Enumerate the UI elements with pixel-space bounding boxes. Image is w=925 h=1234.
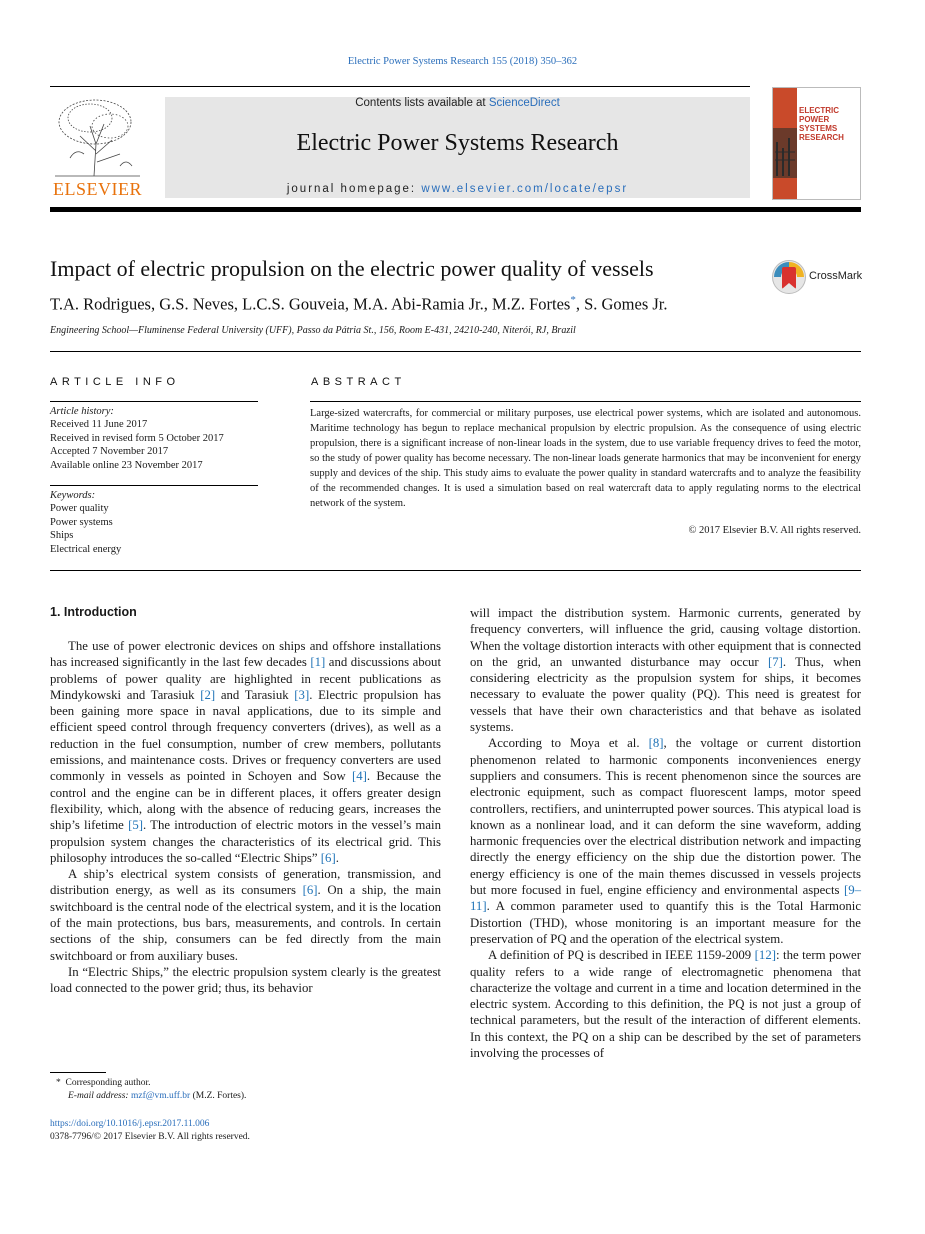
accepted-date: Accepted 7 November 2017 bbox=[50, 446, 169, 458]
article-history bbox=[50, 405, 258, 472]
front-matter-rule bbox=[50, 570, 861, 571]
keyword-item: Power quality bbox=[50, 503, 109, 515]
authors-last: , S. Gomes Jr. bbox=[575, 294, 668, 314]
abstract-label: ABSTRACT bbox=[311, 376, 406, 388]
title-block-rule bbox=[50, 351, 861, 352]
paragraph: According to Moya et al. [8], the voltage or current distortion phenomenon related to harmonic components inconveniences energy suppliers and consumers. This is recent phenomenon since the sources are electronic equipment, such as compact fluorescent lamps, motor speed controllers, rectifiers, and uninterrupted power sources. This atypical load is known as a nonlinear load, and it can deform the sine waveform, adding harmonic frequencies over the electrical distribution network and impacting directly the energy efficiency on the ship due the distortion power. The energy efficiency is one of the main themes discussed in vessels projects but more focused in fuel, engine efficiency and environmental aspects [9–11]. A common parameter used to quantify this is the Total Harmonic Distortion (THD), whose monitoring is an important measure for the preservation of PQ and the operation of the electrical system. bbox=[470, 736, 861, 946]
citation-link[interactable]: [9–11] bbox=[470, 883, 861, 914]
header-thick-rule bbox=[50, 207, 861, 212]
journal-title: Electric Power Systems Research bbox=[296, 130, 619, 156]
citation-link[interactable]: [2] bbox=[200, 687, 216, 702]
citation-link[interactable]: [4] bbox=[352, 769, 367, 784]
crossmark-label: CrossMark bbox=[809, 270, 863, 282]
section-heading: 1. Introduction bbox=[50, 605, 137, 619]
keywords-label: Keywords: bbox=[50, 490, 96, 501]
abstract-copyright: © 2017 Elsevier B.V. All rights reserved. bbox=[688, 525, 861, 536]
elsevier-logo[interactable] bbox=[50, 96, 145, 200]
contents-line bbox=[165, 97, 750, 109]
article-info-label: ARTICLE INFO bbox=[50, 376, 180, 388]
cover-title: ELECTRIC POWER SYSTEMS RESEARCH bbox=[799, 106, 844, 142]
article-title: Impact of electric propulsion on the electric power quality of vessels bbox=[50, 256, 654, 281]
citation-link[interactable]: [12] bbox=[754, 948, 776, 963]
citation-link[interactable]: [7] bbox=[767, 654, 783, 669]
keyword-item: Ships bbox=[50, 530, 74, 542]
citation-link[interactable]: [6] bbox=[302, 883, 318, 898]
header-rule bbox=[50, 86, 750, 87]
email-link[interactable]: mzf@vm.uff.br bbox=[130, 1091, 191, 1101]
journal-cover-thumbnail[interactable] bbox=[772, 87, 861, 200]
revised-date: Received in revised form 5 October 2017 bbox=[50, 432, 224, 444]
crossmark-badge[interactable] bbox=[771, 259, 863, 295]
publisher-name: ELSEVIER bbox=[53, 179, 142, 199]
citation-link[interactable]: [3] bbox=[294, 687, 310, 702]
issn-line: 0378-7796/© 2017 Elsevier B.V. All rights reserved. bbox=[50, 1132, 250, 1142]
citation-link[interactable]: [8] bbox=[648, 736, 664, 751]
author-list bbox=[50, 294, 668, 315]
citation-link[interactable]: [5] bbox=[128, 818, 143, 833]
abstract-text: Large-sized watercrafts, for commercial or military purposes, use electrical power systems, which are isolated and autonomous. Maritime technology has begun to replace mechanical propulsion by electric propulsion. As the consequence of using electric propulsion, there is a significant increase of non-linear loads in the system, due to use variable frequency drives to feed the motor, so the study of power quality has become necessary. The non-linear loads generate harmonics that may be inconvenient for energy supply and devices of the ship. This study aims to evaluate the power quality in standard watercrafts and to analyze the feasibility of the recommended changes. It is used a simulation based on real watercraft data to apply regulating norms to the electrical network of the system. bbox=[310, 408, 861, 509]
footnote-email bbox=[68, 1090, 246, 1103]
email-suffix: (M.Z. Fortes). bbox=[190, 1091, 247, 1101]
corresponding-author-mark[interactable]: * bbox=[570, 294, 576, 306]
abstract-rule bbox=[310, 401, 861, 402]
footnote-mark: * bbox=[56, 1078, 61, 1088]
sciencedirect-link[interactable]: ScienceDirect bbox=[488, 97, 560, 109]
corresponding-label: Corresponding author. bbox=[65, 1078, 151, 1088]
journal-cover-image bbox=[773, 88, 860, 199]
doi-link[interactable]: https://doi.org/10.1016/j.epsr.2017.11.006 bbox=[50, 1119, 210, 1129]
footnote-rule bbox=[50, 1072, 106, 1073]
keywords bbox=[50, 489, 258, 556]
homepage-link[interactable]: www.elsevier.com/locate/epsr bbox=[421, 183, 629, 195]
online-date: Available online 23 November 2017 bbox=[50, 459, 203, 471]
paragraph: In “Electric Ships,” the electric propulsion system clearly is the greatest load connected to the power grid; thus, its behavior bbox=[50, 964, 441, 996]
authors-primary: T.A. Rodrigues, G.S. Neves, L.C.S. Gouveia, M.A. Abi-Ramia Jr., M.Z. Fortes bbox=[50, 294, 571, 314]
received-date: Received 11 June 2017 bbox=[50, 419, 148, 431]
homepage-line bbox=[165, 183, 750, 195]
paragraph: will impact the distribution system. Harmonic currents, generated by frequency converters, will influence the grid, causing voltage distortion. When the voltage distortion interacts with other equipment that is connected on the grid, an unwanted disturbance may occur [7]. Thus, when considering electricity as the propulsion system for ships, it becomes necessary to evaluate the power quality (PQ). This need is greatest for vessels that have their own characteristics and that behave as isolated systems. bbox=[470, 606, 861, 735]
journal-header-box bbox=[165, 97, 750, 198]
paragraph: A ship’s electrical system consists of generation, transmission, and distribution energy, as well as its consumers [6]. On a ship, the main switchboard is the central node of the electrical system, and it is the location of the main protections, bus bars, measurements, and controls. In certain sections of the ship, consumers can be fed directly from the main switchboard or from auxiliary buses. bbox=[50, 867, 441, 963]
contents-prefix: Contents lists available at bbox=[355, 97, 489, 109]
elsevier-tree-icon bbox=[50, 96, 145, 178]
crossmark-icon bbox=[771, 259, 807, 295]
email-label: E-mail address: bbox=[68, 1091, 131, 1101]
journal-citation[interactable]: Electric Power Systems Research 155 (2018) 350–362 bbox=[347, 56, 578, 67]
keywords-rule bbox=[50, 485, 258, 486]
citation-link[interactable]: [6] bbox=[320, 850, 336, 865]
body-column-right bbox=[470, 605, 861, 1061]
paragraph: The use of power electronic devices on ships and offshore installations has increased significantly in the last few decades [1] and discussions about problems of power quality are highlighted in recent publications as Mindykowski and Tarasiuk [2] and Tarasiuk [3]. Electric propulsion has been gaining more space in naval applications, due to its simple and efficient speed control through frequency converters (drives), as well as a reduction in the fuel consumption, number of crew members, pollutants emissions, and maintenance costs. Drives or frequency converters are used commonly in vessels as pointed in Schoyen and Sow [4]. Because the control and the engine can be in different places, it offers greater design flexibility, which, along with the absence of reducing gears, increases the ship’s lifetime [5]. The introduction of electric motors in the vessel’s main propulsion system changes the characteristics of its electrical grid. This philosophy introduces the so-called “Electric Ships” [6]. bbox=[50, 639, 442, 865]
article-history-label: Article history: bbox=[50, 406, 114, 417]
article-info-rule bbox=[50, 401, 258, 402]
keyword-item: Power systems bbox=[50, 516, 113, 528]
body-column-left bbox=[50, 638, 441, 997]
homepage-prefix: journal homepage: bbox=[286, 183, 422, 195]
affiliation: Engineering School—Fluminense Federal University (UFF), Passo da Pátria St., 156, Room E-431, 24210-240, Niterói, RJ, Brazil bbox=[50, 325, 576, 336]
footnote-corresponding bbox=[56, 1077, 150, 1090]
citation-link[interactable]: [1] bbox=[310, 655, 326, 670]
keyword-item: Electrical energy bbox=[50, 543, 122, 555]
paragraph: A definition of PQ is described in IEEE 1159-2009 [12]: the term power quality refers to a wide range of electromagnetic phenomena that characterize the voltage and current in a time and location determined in the electric system. According to this definition, the PQ is not just a group of technical parameters, but the result of the interaction of different elements. In this context, the PQ on a ship can be described by the set of parameters involving the processes of bbox=[470, 948, 862, 1061]
